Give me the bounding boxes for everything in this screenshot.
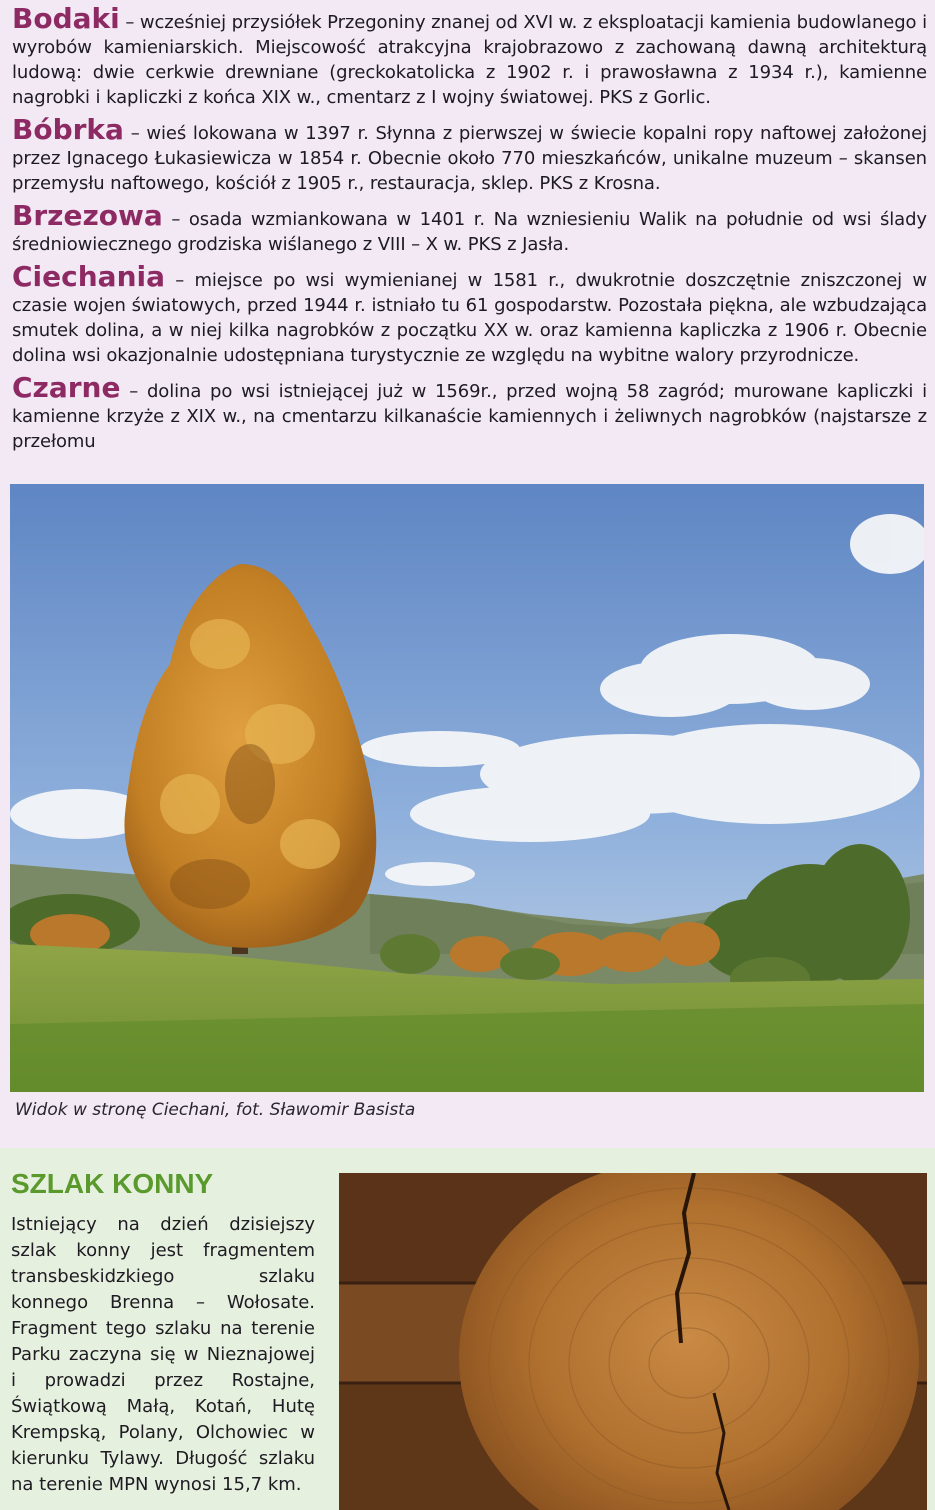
- entry-name: Ciechania: [12, 260, 165, 293]
- section-title: SZLAK KONNY: [11, 1168, 214, 1199]
- entry-text: – wieś lokowana w 1397 r. Słynna z pierwszej w świecie kopalni ropy naftowej założonej przez Ignacego Łukasiewicza w 1854 r. Obecnie około 770 mieszkańców, unikalne muzeum – skansen przemysłu naftowego, kościół z 1905 r., restauracja, sklep. PKS z Krosna.: [12, 123, 927, 194]
- entry-text: – dolina po wsi istniejącej już w 1569r., przed wojną 58 zagród; murowane kapliczki i kamienne krzyże z XIX w., na cmentarzu kilkanaście kamiennych i żeliwnych nagrobków (najstarsze z przełomu: [12, 381, 927, 452]
- wood-log-illustration: [339, 1173, 927, 1510]
- section-body: Istniejący na dzień dzisiejszy szlak konny jest fragmentem transbeskidzkiego szlaku konnego Brenna – Wołosate. Fragment tego szlaku na terenie Parku zaczyna się w Nieznajowej i prowadzi przez Rostajne, Świątkową Małą, Kotań, Hutę Krempską, Polany, Olchowiec w kierunku Tylawy. Długość szlaku na terenie MPN wynosi 15,7 km.: [11, 1214, 315, 1495]
- entry-text: – miejsce po wsi wymienianej w 1581 r., dwukrotnie doszczętnie zniszczonej w czasie wojen światowych, przed 1944 r. istniało tu 61 gospodarstw. Pozostała piękna, ale wzbudzająca smutek dolina, a w niej kilka nagrobków z początku XX w. oraz kamienna kapliczka z 1906 r. Obecnie dolina wsi okazjonalnie udostępniana turystycznie ze względu na wybitne walory przyrodnicze.: [12, 270, 927, 366]
- entry-text: – wcześniej przysiółek Przegoniny znanej od XVI w. z eksploatacji kamienia budowlanego i wyrobów kamieniarskich. Miejscowość atrakcyjna krajobrazowo z zachowaną dawną architekturą ludową: dwie cerkwie drewniane (greckokatolicka z 1902 r. i prawosławna z 1934 r.), kamienne nagrobki i kapliczki z końca XIX w., cmentarz z I wojny światowej. PKS z Gorlic.: [12, 12, 927, 108]
- entry-name: Bodaki: [12, 2, 120, 35]
- landscape-photo: [10, 484, 924, 1092]
- entries-list: [12, 2, 927, 461]
- entry-name: Czarne: [12, 371, 121, 404]
- photo-caption: Widok w stronę Ciechani, fot. Sławomir Basista: [15, 1100, 416, 1120]
- entry-brzezowa: [12, 199, 927, 257]
- entry-text: – osada wzmiankowana w 1401 r. Na wzniesieniu Walik na południe od wsi ślady średniowiecznego grodziska wiślanego z VIII – X w. PKS z Jasła.: [12, 209, 927, 255]
- entry-name: Bóbrka: [12, 113, 124, 146]
- landscape-illustration: [10, 484, 924, 1092]
- entry-bodaki: [12, 2, 927, 110]
- wood-log-photo: [339, 1173, 927, 1510]
- entry-ciechania: [12, 260, 927, 368]
- entry-czarne: [12, 371, 927, 454]
- entry-bobrka: [12, 113, 927, 196]
- entry-name: Brzezowa: [12, 199, 163, 232]
